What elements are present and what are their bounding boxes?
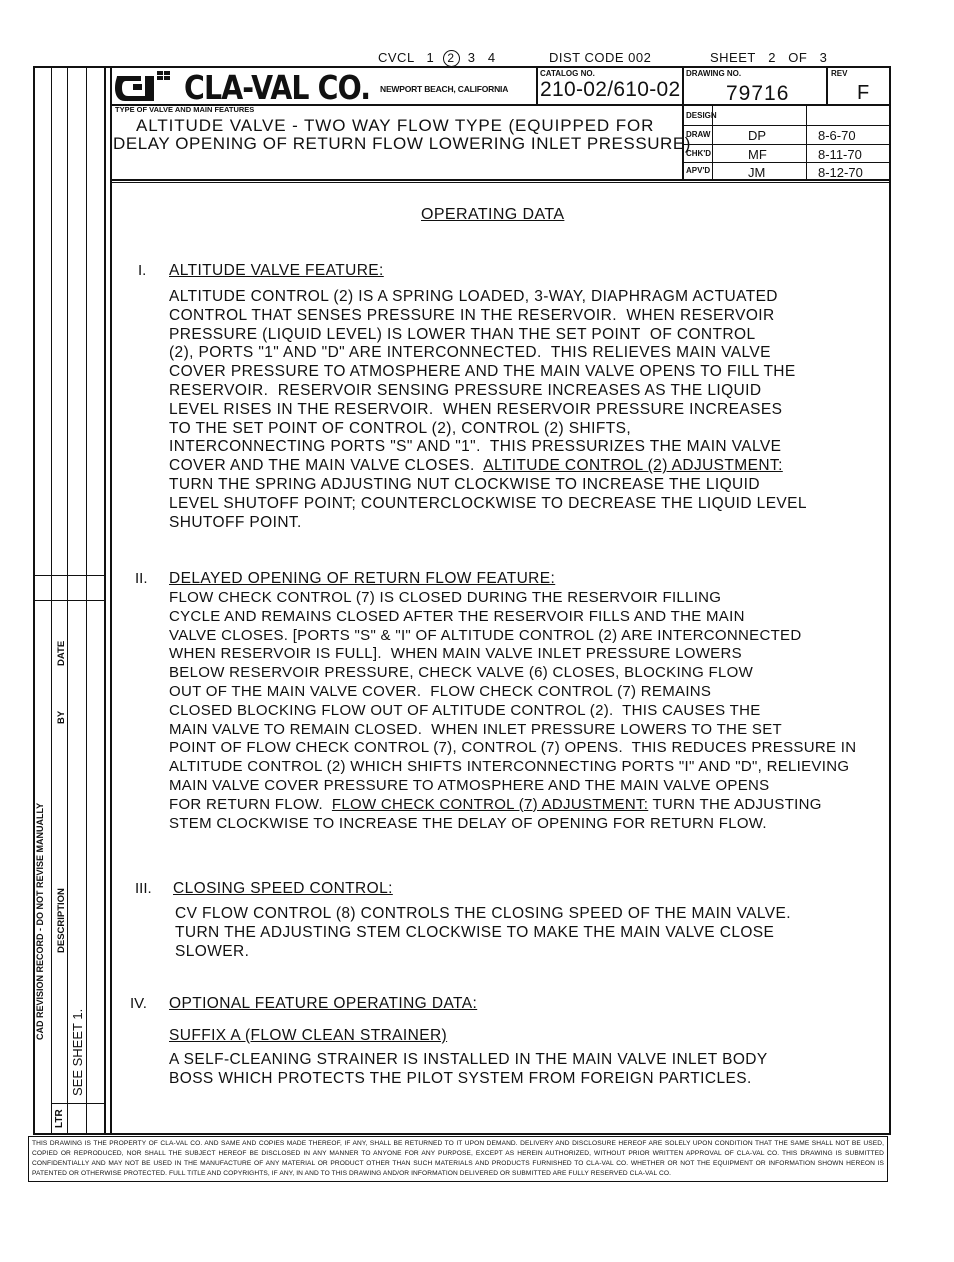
rev-row-1: [33, 575, 104, 576]
company-location: NEWPORT BEACH, CALIFORNIA: [380, 84, 509, 94]
sheet-current: 2: [768, 50, 776, 65]
sheet-label: SHEET: [710, 50, 756, 65]
section-1-adjustment-title: ALTITUDE CONTROL (2) ADJUSTMENT:: [483, 457, 783, 475]
content-left-border: [110, 66, 112, 1133]
section-1-number: I.: [138, 262, 147, 279]
section-4-body: A SELF-CLEANING STRAINER IS INSTALLED IN THE MAIN VALVE INLET BODY BOSS WHICH PROTECTS THE PILOT SYSTEM FROM FOREIGN PARTICLES.: [169, 1051, 768, 1087]
section-3-title: CLOSING SPEED CONTROL:: [173, 880, 393, 897]
rev-row-3: [51, 1103, 104, 1104]
tb-hline-design: [682, 125, 890, 126]
section-1-text-a: ALTITUDE CONTROL (2) IS A SPRING LOADED, 3-WAY, DIAPHRAGM ACTUATED CONTROL THAT SENSES PRESSURE IN THE RESERVOIR. WHEN RESERVOIR PRESSURE (LIQUID LEVEL) IS LOWER THAN THE SET POINT OF CONTROL (2), PORTS "1" AND "D" ARE INTERCONNECTED. THIS RELIEVES MAIN VALVE COVER PRESSURE TO ATMOSPHERE AND THE MAIN VALVE OPENS TO FILL THE RESERVOIR. RESERVOIR SENSING PRESSURE INCREASES AS THE LIQUID LEVEL RISES IN THE RESERVOIR. WHEN RESERVOIR PRESSURE INCREASES TO THE SET POINT OF CONTROL (2), CONTROL (2) SHIFTS, INTERCONNECTING PORTS "S" AND "1". THIS PRESSURIZES THE MAIN VALVE COVER AND THE MAIN VALVE CLOSES.: [169, 288, 796, 475]
tb-vline-rev: [826, 66, 828, 104]
sheet-of: OF: [788, 50, 808, 65]
title-line-1: ALTITUDE VALVE - TWO WAY FLOW TYPE (EQUIPPED FOR: [136, 116, 655, 135]
design-label: DESIGN: [686, 111, 717, 120]
drawn-label: DRAW: [686, 130, 711, 139]
approved-label: APV'D: [686, 166, 711, 175]
cvcl-1: 1: [426, 50, 435, 65]
catalog-number: 210-02/610-02: [540, 78, 681, 101]
rev-value: F: [857, 82, 870, 104]
section-3-body: CV FLOW CONTROL (8) CONTROLS THE CLOSING SPEED OF THE MAIN VALVE. TURN THE ADJUSTING STEM CLOCKWISE TO MAKE THE MAIN VALVE CLOSE SLOWER.: [175, 905, 791, 960]
tb-hline-checked: [682, 162, 890, 163]
cvcl-codes: [378, 50, 496, 67]
frame-right: [889, 66, 891, 1134]
drawing-number-label: DRAWING NO.: [686, 69, 742, 78]
cad-revision-note: CAD REVISION RECORD - DO NOT REVISE MANUALLY: [35, 802, 45, 1040]
drawn-date: 8-6-70: [818, 128, 856, 143]
type-label: TYPE OF VALVE AND MAIN FEATURES: [115, 105, 255, 114]
cvcl-4: 4: [487, 50, 496, 65]
approved-date: 8-12-70: [818, 165, 863, 180]
drawing-number: 79716: [726, 82, 790, 105]
checked-label: CHK'D: [686, 149, 712, 158]
tb-vline-catalog: [536, 66, 538, 104]
section-2-text-a: FLOW CHECK CONTROL (7) IS CLOSED DURING THE RESERVOIR FILLING CYCLE AND REMAINS CLOSED AFTER THE RESERVOIR FILLS AND THE MAIN VALVE CLOSES. [PORTS "S" & "I" OF ALTITUDE CONTROL (2) ARE INTERCONNECTED WHEN RESERVOIR IS FULL]. WHEN MAIN VALVE INLET PRESSURE LOWERS BELOW RESERVOIR PRESSURE, CHECK VALVE (6) CLOSES, BLOCKING FLOW OUT OF THE MAIN VALVE COVER. FLOW CHECK CONTROL (7) REMAINS CLOSED BLOCKING FLOW OUT OF ALTITUDE CONTROL (2). THIS CAUSES THE MAIN VALVE TO REMAIN CLOSED. WHEN INLET PRESSURE LOWERS TO THE SET POINT OF FLOW CHECK CONTROL (7), CONTROL (7) OPENS. THIS REDUCES PRESSURE IN ALTITUDE CONTROL (2) WHICH SHIFTS INTERCONNECTING PORTS "I" AND "D", RELIEVING MAIN VALVE COVER PRESSURE TO ATMOSPHERE AND THE MAIN VALVE OPENS FOR RETURN FLOW.: [169, 589, 857, 813]
proprietary-notice-box: [28, 1136, 888, 1182]
frame-top: [33, 66, 891, 68]
section-4-title: OPTIONAL FEATURE OPERATING DATA:: [169, 995, 478, 1012]
rev-col-line-4: [104, 66, 106, 1133]
section-2-adjustment-title: FLOW CHECK CONTROL (7) ADJUSTMENT:: [331, 795, 649, 813]
company-name: CLA-VAL CO.: [184, 68, 371, 107]
dist-code: DIST CODE 002: [549, 50, 652, 65]
rev-row-2: [33, 600, 104, 601]
section-2-body: [169, 589, 856, 833]
section-2-text-b: TURN THE ADJUSTING STEM CLOCKWISE TO INCREASE THE DELAY OF OPENING FOR RETURN FLOW.: [169, 795, 822, 832]
checked-by: MF: [748, 147, 767, 162]
tb-hline-bottom-2: [110, 182, 890, 183]
section-1-title: ALTITUDE VALVE FEATURE:: [169, 262, 384, 279]
section-2-number: II.: [135, 570, 148, 587]
tb-vline-sig-2: [806, 104, 807, 180]
section-1-body: [169, 288, 807, 532]
frame-content-bottom: [33, 1133, 891, 1135]
see-sheet-note: SEE SHEET 1.: [70, 1008, 85, 1096]
section-4-number: IV.: [130, 995, 147, 1012]
cvcl-label: CVCL: [378, 50, 415, 65]
cvcl-2-circled: 2: [443, 50, 460, 67]
tb-hline-bottom: [110, 179, 890, 181]
sheet-total: 3: [819, 50, 828, 65]
tb-hline-drawn: [682, 144, 890, 145]
section-2-title: DELAYED OPENING OF RETURN FLOW FEATURE:: [169, 570, 556, 587]
rev-date-label: DATE: [56, 640, 67, 666]
document-heading: OPERATING DATA: [421, 206, 565, 223]
section-1-text-b: TURN THE SPRING ADJUSTING NUT CLOCKWISE TO INCREASE THE LIQUID LEVEL SHUTOFF POINT; COUNTERCLOCKWISE TO DECREASE THE LIQUID LEVEL SHUTOFF POINT.: [169, 475, 807, 531]
rev-description-label: DESCRIPTION: [56, 888, 67, 953]
rev-by-label: BY: [56, 710, 67, 724]
checked-date: 8-11-70: [818, 147, 862, 162]
sheet-number: [710, 50, 827, 65]
rev-label: REV: [831, 69, 848, 78]
cla-val-logo-icon: [113, 70, 177, 104]
approved-by: JM: [748, 165, 766, 180]
title-line-2: DELAY OPENING OF RETURN FLOW LOWERING INLET PRESSURE): [113, 134, 691, 153]
drawn-by: DP: [748, 128, 767, 143]
section-3-number: III.: [135, 880, 152, 897]
rev-ltr-label: LTR: [54, 1109, 65, 1128]
proprietary-notice: THIS DRAWING IS THE PROPERTY OF CLA-VAL CO. AND SAME AND COPIES MADE THEREOF, IF ANY, SHALL BE RETURNED TO IT UPON DEMAND. DELIVERY AND DISCLOSURE HEREOF ARE SOLELY UPON CONDITION THAT THE SAME SHALL NOT BE USED, COPIED OR REPRODUCED, NOR SHALL THE SUBJECT HEREOF BE DISCLOSED IN ANY MANNER TO ANYONE FOR ANY PURPOSE, EXCEPT AS HEREIN AUTHORIZED, WITHOUT PRIOR WRITTEN APPROVAL OF CLA-VAL CO. THIS DRAWING IS SUBMITTED CONFIDENTIALLY AND MAY NOT BE USED IN THE MANUFACTURE OF ANY MATERIAL OR PRODUCT OTHER THAN SUCH MATERIALS AND PRODUCTS FURNISHED TO CLA-VAL CO. WHETHER OR NOT THE EQUIPMENT OR INFORMATION SHOWN HEREON IS PATENTED OR OTHERWISE PROTECTED. FULL TITLE AND COPYRIGHTS, IF ANY, IN AND TO THIS DRAWING AND/OR INFORMATION DELIVERED OR SUBMITTED ARE FULLY RESERVED CLA-VAL CO.: [32, 1140, 884, 1177]
cvcl-3: 3: [467, 50, 476, 65]
catalog-label: CATALOG NO.: [540, 69, 595, 78]
section-4-subtitle: SUFFIX A (FLOW CLEAN STRAINER): [169, 1027, 448, 1044]
